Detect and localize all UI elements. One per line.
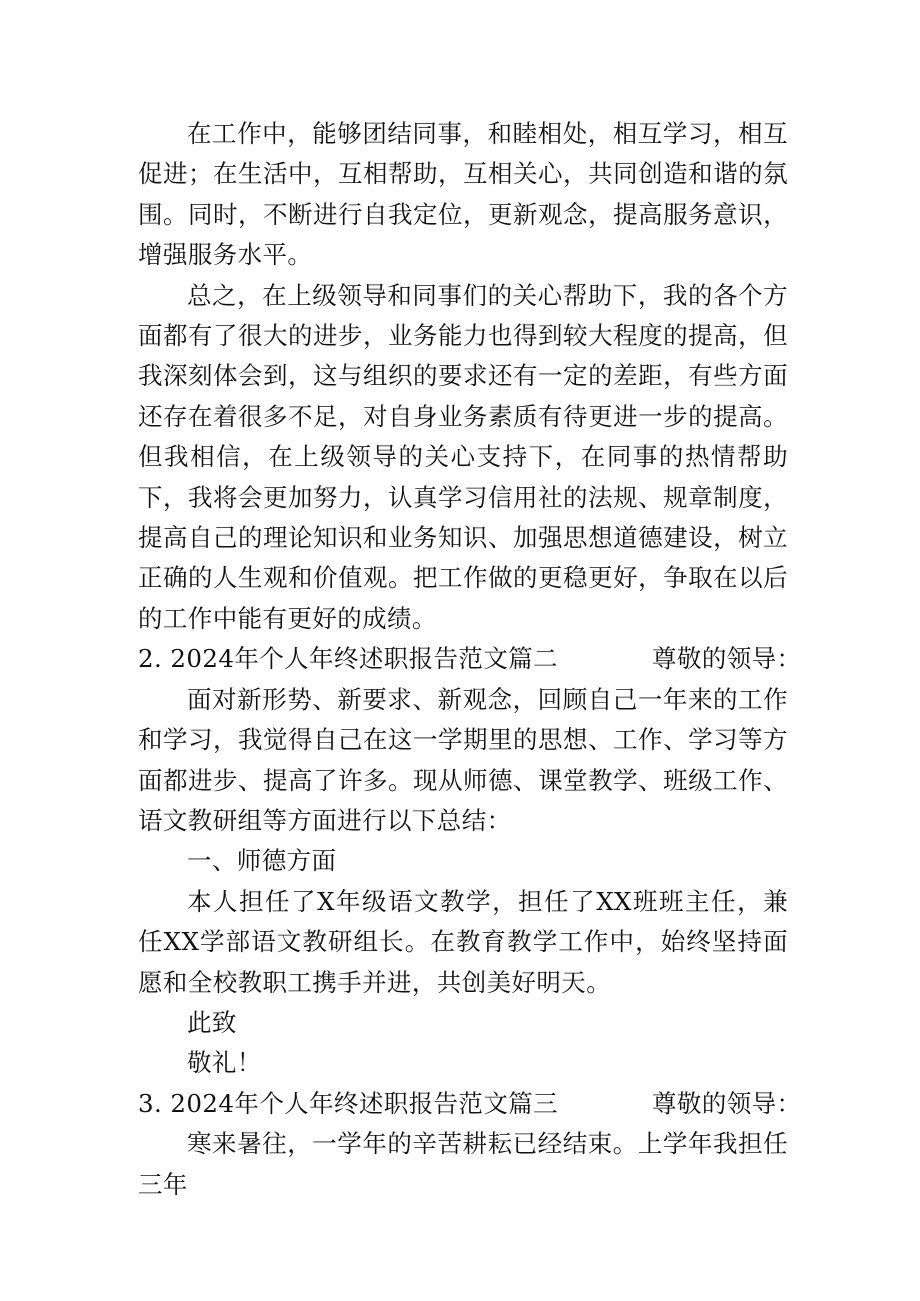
section-heading-3: [138, 1084, 802, 1124]
paragraph-teamwork: 在工作中，能够团结同事，和睦相处，相互学习，相互促进；在生活中，互相帮助，互相关心，共同创造和谐的氛围。同时，不断进行自我定位，更新观念，提高服务意识，增强服务水平。: [138, 119, 788, 270]
section-greeting-3: 尊敬的领导：: [652, 1088, 802, 1118]
paragraph-duties: 本人担任了X年级语文教学，担任了XX班班主任，兼任XX学部语文教研组长。在教育教学工作中，始终坚持面愿和全校教职工携手并进，共创美好明天。: [138, 886, 788, 997]
section-title-2: 2. 2024年个人年终述职报告范文篇二: [138, 644, 559, 674]
section-heading-2: [138, 639, 802, 679]
closing-salutation: 此致: [187, 1007, 237, 1037]
section-title-3: 3. 2024年个人年终述职报告范文篇三: [138, 1088, 559, 1118]
section-greeting-2: 尊敬的领导：: [652, 644, 802, 674]
paragraph-review: 面对新形势、新要求、新观念，回顾自己一年来的工作和学习，我觉得自己在这一学期里的思想、工作、学习等方面都进步、提高了许多。现从师德、课堂教学、班级工作、语文教研组等方面进行以下总结：: [138, 684, 788, 835]
closing-regards: 敬礼！: [187, 1048, 262, 1078]
subheading-ethics: 一、师德方面: [187, 846, 337, 876]
paragraph-year-end: 寒来暑往，一学年的辛苦耕耘已经结束。上学年我担任三年: [138, 1129, 788, 1199]
paragraph-summary: 总之，在上级领导和同事们的关心帮助下，我的各个方面都有了很大的进步，业务能力也得到较大程度的提高，但我深刻体会到，这与组织的要求还有一定的差距，有些方面还存在着很多不足，对自身业务素质有待更进一步的提高。但我相信，在上级领导的关心支持下，在同事的热情帮助下，我将会更加努力，认真学习信用社的法规、规章制度，提高自己的理论知识和业务知识、加强思想道德建设，树立正确的人生观和价值观。把工作做的更稳更好，争取在以后的工作中能有更好的成绩。: [138, 280, 788, 633]
document-body: [138, 114, 802, 1205]
